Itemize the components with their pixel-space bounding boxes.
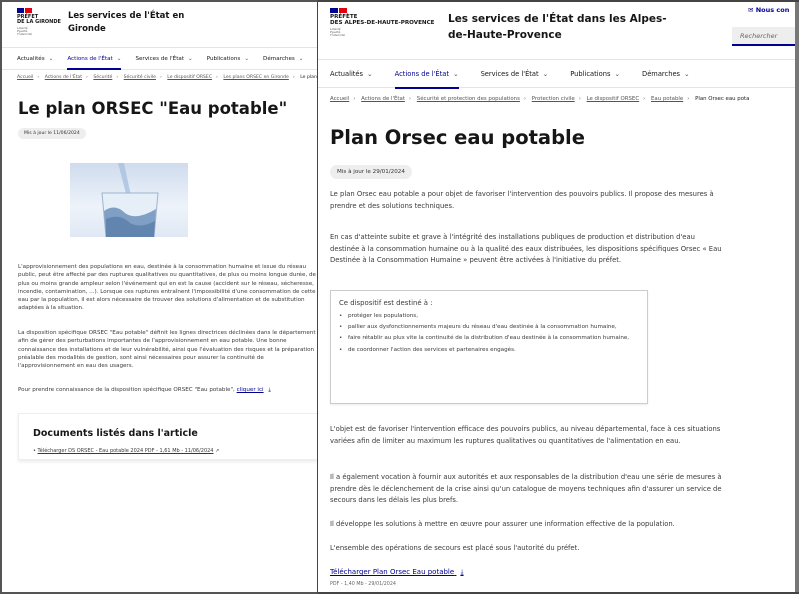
breadcrumb-link[interactable]: Actions de l'État: [44, 75, 83, 80]
page-title: Le plan ORSEC "Eau potable": [18, 99, 288, 118]
nav-item-publications[interactable]: Publications ⌄: [207, 48, 249, 70]
body-paragraph: L'objet est de favoriser l'intervention efficace des pouvoirs publics, au niveau départemental, face à ces situations variées afin de limiter au maximum les ruptures qualitatives ou quantitatives de l'alimentation en eau.: [330, 425, 721, 445]
download-icon: ⤓: [460, 568, 464, 576]
download-icon: ⤓: [268, 387, 271, 393]
prefecture-name: PRÉFÈTE DES ALPES-DE-HAUTE-PROVENCE: [330, 14, 435, 26]
nav-item-publications[interactable]: Publications ⌄: [570, 60, 620, 88]
list-item: • pallier aux dysfonctionnements majeurs du réseau d'eau destinée à la consommation humaine,: [339, 322, 639, 333]
documents-title: Documents listés dans l'article: [33, 428, 198, 439]
nav-item-demarches[interactable]: Démarches ⌄: [642, 60, 690, 88]
gironde-page: [0, 0, 318, 594]
search-input[interactable]: Rechercher: [732, 27, 795, 46]
body-paragraph: En cas d'atteinte subite et grave à l'intégrité des installations publiques de production et distribution d'eau destinée à la consommation humaine ou à la qualité des eaux distribuées, les dispositions spécifiques Orsec « Eau Destinée à la Consommation Humaine » peuvent être activées à l'initiative du préfet.: [330, 233, 722, 265]
chevron-down-icon: ⌄: [188, 55, 193, 62]
main-nav: [318, 59, 799, 88]
breadcrumb-link[interactable]: Actions de l'État: [361, 96, 405, 102]
breadcrumb-link[interactable]: Accueil: [17, 75, 34, 80]
link-paragraph: Pour prendre connaissance de la disposition spécifique ORSEC "Eau potable", cliquer ici ⤓: [18, 387, 271, 393]
breadcrumb-link[interactable]: Protection civile: [531, 96, 575, 102]
body-paragraph: L'ensemble des opérations de secours est placé sous l'autorité du préfet.: [330, 544, 580, 552]
page-title: Plan Orsec eau potable: [330, 126, 585, 149]
updated-badge: Mis à jour le 11/06/2024: [18, 128, 86, 139]
body-paragraph: La disposition spécifique ORSEC "Eau potable" définit les lignes directrices déclinées dans le département afin de gérer des perturbations importantes de l'approvisionnement en eau potable. Une bonne connaissance des installations et de leur vulnérabilité, ainsi que l'évaluation des risques et la préparation préalable des modalités de gestion, sont ainsi nécessaires pour assurer la continuité de l'approvisionnement en eau des usagers.: [18, 330, 316, 370]
breadcrumb-link[interactable]: Sécurité et protection des populations: [416, 96, 520, 102]
list-item: • faire rétablir au plus vite la continuité de la distribution d'eau destinée à la consommation humaine,: [339, 333, 639, 344]
download-plan-link[interactable]: Télécharger Plan Orsec Eau potable ⤓: [330, 568, 464, 576]
purpose-list: [339, 311, 639, 356]
documents-card: [18, 413, 318, 460]
flag-icon: [330, 8, 435, 13]
document-list-item: • Télécharger DS ORSEC - Eau potable 2024 PDF - 1,61 Mb - 11/06/2024 ↗: [33, 448, 220, 454]
chevron-down-icon: ⌄: [367, 69, 373, 78]
chevron-down-icon: ⌄: [452, 69, 459, 78]
prefecture-name: PRÉFET DE LA GIRONDE: [17, 14, 61, 26]
chevron-down-icon: ⌄: [684, 69, 690, 78]
breadcrumb-link[interactable]: Les plans ORSEC en Gironde: [223, 75, 289, 80]
prefecture-logo[interactable]: [330, 8, 435, 37]
list-item: • protéger les populations,: [339, 311, 639, 322]
body-paragraph: Il a également vocation à fournir aux autorités et aux responsables de la distribution d'eau une série de mesures à prendre dès le déclenchement de la crise ainsi qu'un catalogue de moyens techniques afin d'assurer un service de secours dans les délais les plus brefs.: [330, 473, 722, 505]
box-title: Ce dispositif est destiné à :: [339, 299, 433, 307]
breadcrumb-current: Plan Orsec eau pota: [695, 96, 750, 102]
devise: Liberté Égalité Fraternité: [330, 26, 345, 37]
contact-link[interactable]: ✉ Nous con: [748, 6, 790, 14]
breadcrumb-link[interactable]: Accueil: [330, 96, 350, 102]
nav-item-demarches[interactable]: Démarches ⌄: [263, 48, 303, 70]
site-title[interactable]: Les services de l'État en Gironde: [68, 11, 185, 34]
click-here-link[interactable]: cliquer ici: [236, 387, 264, 393]
body-paragraph: Il développe les solutions à mettre en œuvre pour assurer une information effective de la population.: [330, 520, 675, 528]
nav-item-actualites[interactable]: Actualités ⌄: [330, 60, 373, 88]
chevron-down-icon: ⌄: [48, 55, 54, 62]
document-download-link[interactable]: Télécharger DS ORSEC - Eau potable 2024 PDF - 1,61 Mb - 11/06/2024: [37, 448, 214, 454]
breadcrumb-link[interactable]: Le dispositif ORSEC: [586, 96, 640, 102]
nav-item-actions[interactable]: Actions de l'État ⌄: [67, 48, 121, 70]
site-title[interactable]: Les services de l'État dans les Alpes-de-Haute-Provence: [448, 13, 667, 41]
updated-badge: Mis à jour le 29/01/2024: [330, 165, 412, 179]
external-link-icon: ↗: [215, 448, 220, 454]
nav-item-services[interactable]: Services de l'État ⌄: [481, 60, 549, 88]
nav-item-services[interactable]: Services de l'État ⌄: [135, 48, 192, 70]
water-glass-image: [70, 163, 188, 237]
intro-paragraph: Le plan Orsec eau potable a pour objet de favoriser l'intervention des pouvoirs publics. Il propose des mesures à prendre et des solutions techniques.: [330, 190, 714, 210]
flag-icon: [17, 8, 61, 13]
breadcrumb-link[interactable]: Sécurité civile: [123, 75, 156, 80]
intro-paragraph: L'approvisionnement des populations en eau, destinée à la consommation humaine et issue du réseau public, peut être affecté par des ruptures qualitatives ou quantitatives, de plus ou moins longue durée, de plus ou moins grande ampleur selon l'événement qui en est la cause (accident sur le réseau, sécheresse, incendie, contamination, ...). Lorsque ces ruptures entraînent l'impossibilité d'une consommation de cette eau par la population, il est alors nécessaire de trouver des solutions d'alimentation et de substitution adaptées à la situation.: [18, 264, 316, 312]
chevron-down-icon: ⌄: [614, 69, 621, 78]
chevron-down-icon: ⌄: [542, 69, 549, 78]
alpes-page: [318, 0, 799, 594]
breadcrumb-link[interactable]: Le dispositif ORSEC: [167, 75, 213, 80]
breadcrumb-link[interactable]: Sécurité: [93, 75, 113, 80]
purpose-box: [330, 290, 648, 404]
prefecture-logo[interactable]: [17, 8, 61, 36]
chevron-down-icon: ⌄: [244, 55, 250, 62]
scrollbar[interactable]: [795, 2, 799, 594]
list-item: • de coordonner l'action des services et partenaires engagés.: [339, 345, 639, 356]
breadcrumb: Accueil › Actions de l'État › Sécurité et protection des populations › Protection civile › Le dispositif ORSEC › Eau potable › Plan Orsec eau pota: [330, 96, 750, 102]
nav-item-actions[interactable]: Actions de l'État ⌄: [395, 60, 459, 88]
breadcrumb-link[interactable]: Eau potable: [650, 96, 684, 102]
chevron-down-icon: ⌄: [298, 55, 304, 62]
mail-icon: ✉: [748, 6, 754, 14]
devise: Liberté Égalité Fraternité: [17, 25, 32, 36]
main-nav: [2, 47, 317, 70]
breadcrumb-current: Le plan: [300, 75, 317, 80]
breadcrumb: Accueil › Actions de l'État › Sécurité › Sécurité civile › Le dispositif ORSEC › Les plans ORSEC en Gironde › Le plan: [17, 75, 317, 80]
download-meta: PDF - 1,40 Mb - 29/01/2024: [330, 582, 396, 587]
nav-item-actualites[interactable]: Actualités ⌄: [17, 48, 53, 70]
chevron-down-icon: ⌄: [116, 55, 122, 62]
